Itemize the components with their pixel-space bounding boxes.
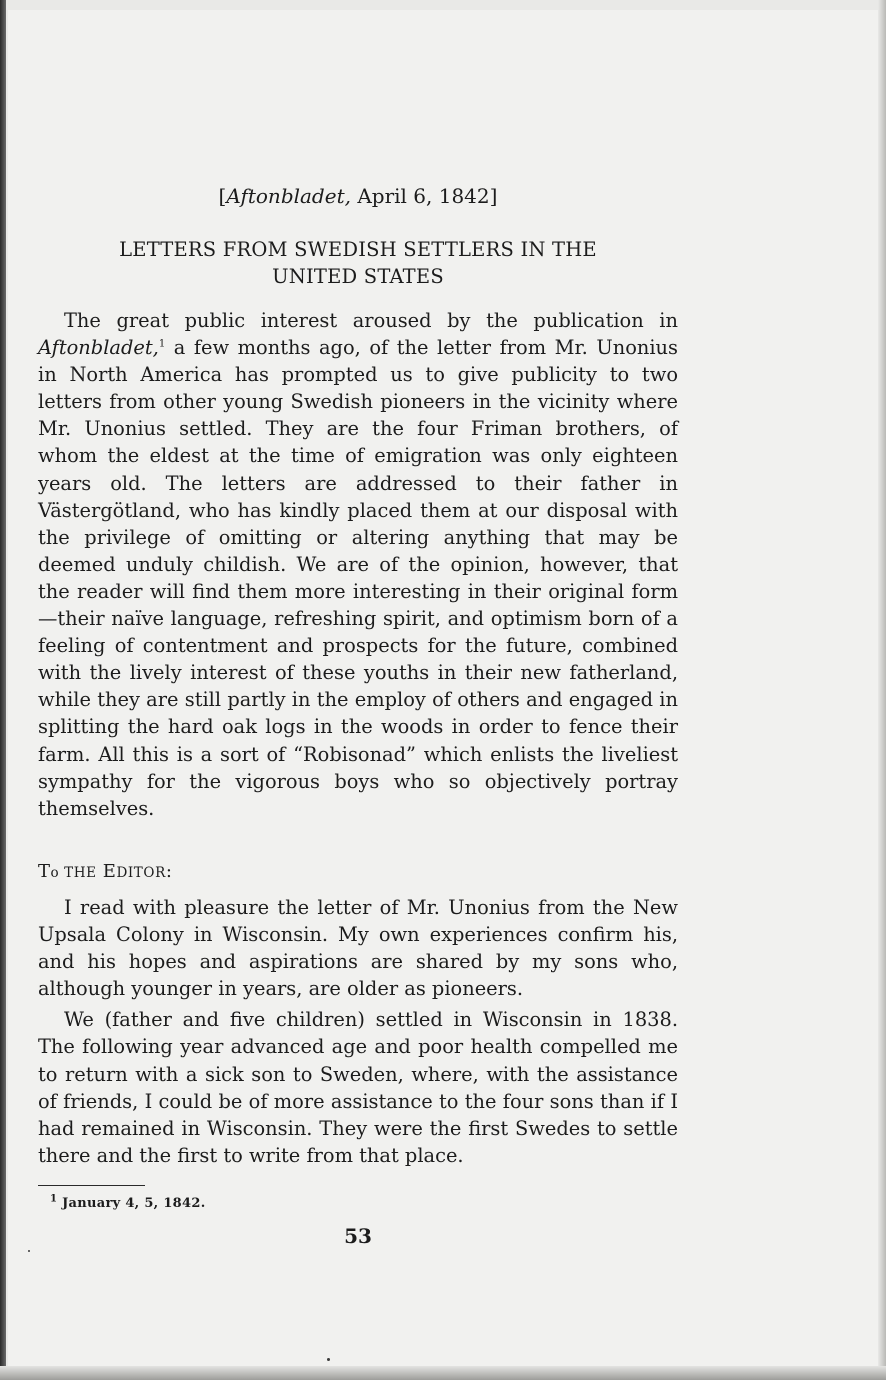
paper-speck bbox=[327, 1358, 330, 1361]
intro-section bbox=[38, 307, 678, 822]
page-bottom-edge bbox=[0, 1366, 886, 1380]
intro-paper-name: Aftonbladet, bbox=[38, 336, 159, 360]
heading-line-1: LETTERS FROM SWEDISH SETTLERS IN THE bbox=[119, 238, 597, 261]
intro-body: a few months ago, of the letter from Mr. Unonius in North America has prompted us to give publicity to two letters from other young Swedish pioneers in the vicinity where Mr. Unonius settled. They are the four Friman brothers, of whom the eldest at the time of emigration was only eighteen years old. The letters are addressed to their father in Västergötland, who has kindly placed them at our disposal with the privilege of omitting or altering anything that may be deemed unduly childish. We are of the opinion, however, that the reader will find them more interesting in their original form—their naïve language, refreshing spirit, and optimism born of a feeling of contentment and prospects for the future, combined with the lively interest of these youths in their new fatherland, while they are still partly in the employ of others and engaged in splitting the hard oak logs in the woods in order to fence their farm. All this is a sort of “Robisonad” which enlists the liveliest sympathy for the vigorous boys who so objectively portray themselves. bbox=[38, 336, 678, 820]
article-heading bbox=[38, 236, 678, 290]
salutation-o: o bbox=[50, 865, 65, 881]
footnote-mark: 1 bbox=[50, 1193, 58, 1205]
binding-edge bbox=[0, 0, 6, 1380]
dateline bbox=[38, 182, 678, 210]
salutation bbox=[38, 859, 172, 886]
letter-paragraph: We (father and five children) settled in Wisconsin in 1838. The following year advanced age and poor health compelled me to return with a sick son to Sweden, where, with the assistance of friends, I could be of more assistance to the four sons than if I had remained in Wisconsin. They were the first Swedes to settle there and the first to write from that place. bbox=[38, 1008, 678, 1167]
footnote-text: January 4, 5, 1842. bbox=[57, 1196, 206, 1211]
salutation-e: E bbox=[96, 861, 117, 882]
salutation-t: T bbox=[38, 861, 51, 882]
footnote bbox=[50, 1194, 206, 1214]
footnote-reference[interactable]: 1 bbox=[158, 338, 166, 350]
page-number: 53 bbox=[344, 1224, 372, 1248]
dateline-paper-name: Aftonbladet, bbox=[226, 184, 351, 208]
salutation-the: THE bbox=[64, 865, 97, 881]
paper-speck bbox=[28, 1250, 30, 1252]
salutation-colon: : bbox=[165, 861, 173, 882]
page-right-edge bbox=[878, 0, 886, 1380]
footnote-divider bbox=[38, 1185, 145, 1186]
dateline-date: April 6, 1842] bbox=[350, 184, 498, 208]
letter-paragraph: I read with pleasure the letter of Mr. Unonius from the New Upsala Colony in Wisconsin. My own experiences confirm his, and his hopes and aspirations are shared by my sons who, although younger in years, are older as pioneers. bbox=[38, 896, 678, 1001]
intro-lead: The great public interest aroused by the publication in bbox=[64, 309, 678, 332]
dateline-bracket: [ bbox=[218, 184, 227, 208]
letter-section bbox=[38, 894, 678, 1169]
salutation-ditor: DITOR bbox=[116, 865, 166, 881]
heading-line-2: UNITED STATES bbox=[272, 265, 444, 288]
intro-paragraph bbox=[38, 307, 678, 822]
